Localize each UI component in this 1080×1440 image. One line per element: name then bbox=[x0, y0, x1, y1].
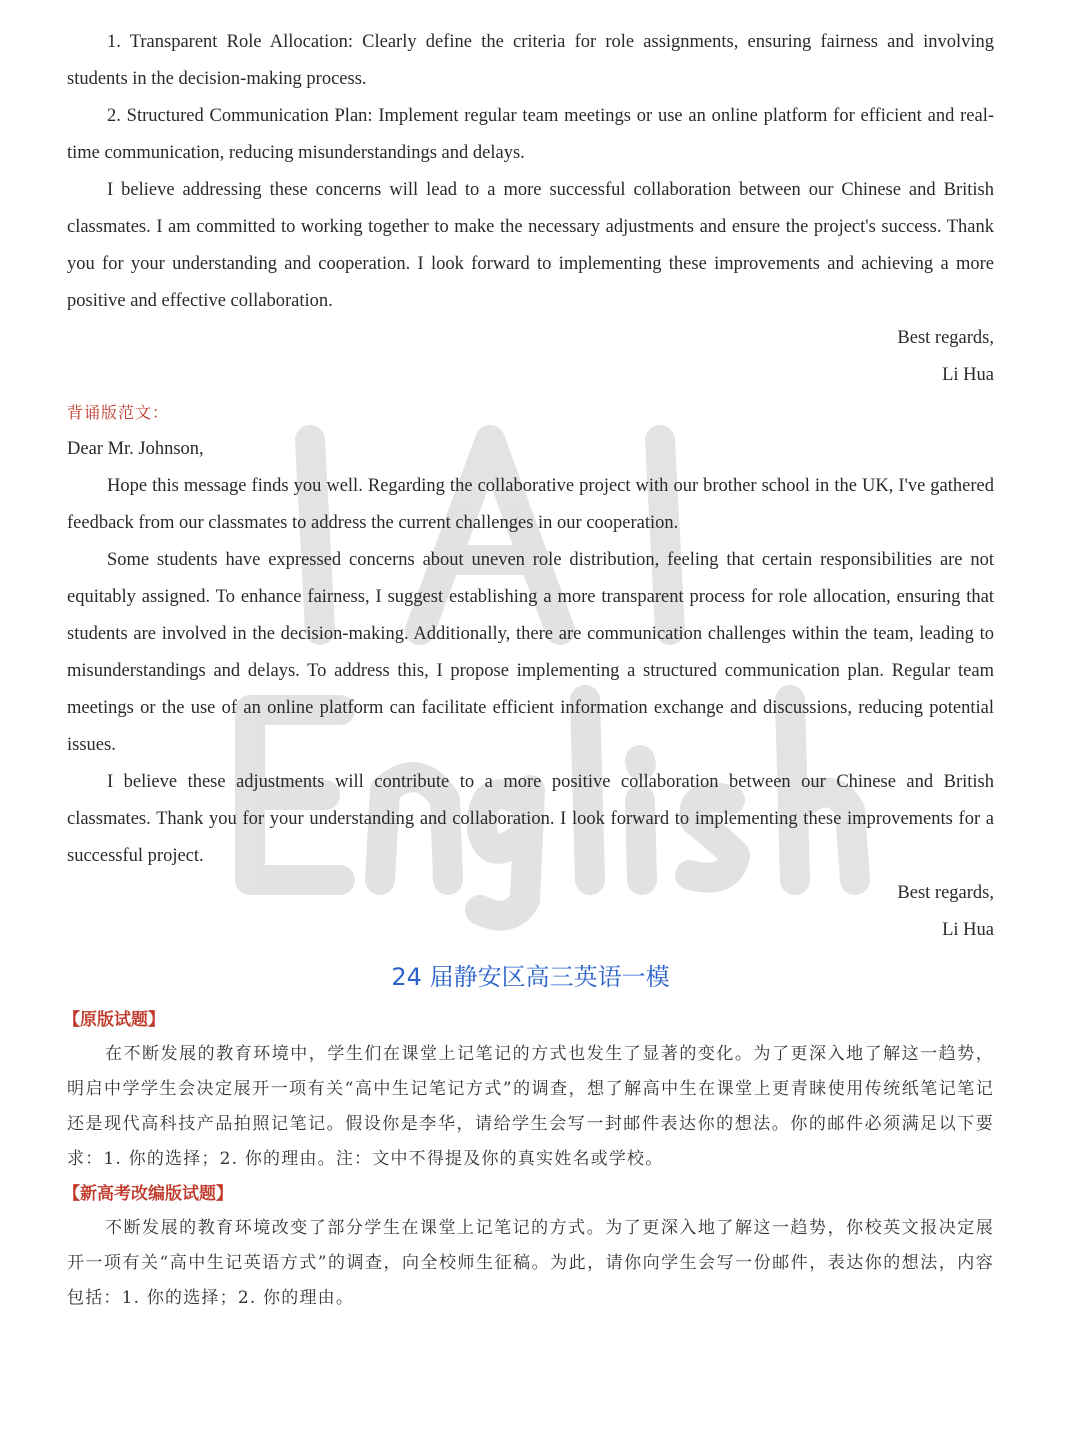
letter2-paragraph-1: Hope this message finds you well. Regarding the collaborative project with our brother school in the UK, I've gathered feedback from our classmates to address the current challenges in our cooperation. bbox=[67, 476, 994, 533]
letter1-closing-paragraph: I believe addressing these concerns will lead to a more successful collaboration between our Chinese and British classmates. I am committed to working together to make the necessary adjustments and ensure the project's success. Thank you for your understanding and cooperation. I look forward to implementing these improvements and achieving a more positive and effective collaboration. bbox=[67, 180, 994, 311]
original-question-heading: 【原版试题】 bbox=[63, 1010, 165, 1030]
page-content bbox=[63, 24, 994, 1316]
suggestion-point-1: 1. Transparent Role Allocation: Clearly define the criteria for role assignments, ensuring fairness and involving students in the decision-making process. bbox=[67, 32, 994, 89]
revised-question-text: 不断发展的教育环境改变了部分学生在课堂上记笔记的方式。为了更深入地了解这一趋势，你校英文报决定展开一项有关“高中生记英语方式”的调查，向全校师生征稿。为此，请你向学生会写一份邮件，表达你的想法，内容包括：1. 你的选择；2. 你的理由。 bbox=[67, 1218, 994, 1308]
letter1-signature: Li Hua bbox=[942, 365, 994, 385]
letter2-signature: Li Hua bbox=[942, 920, 994, 940]
letter1-signoff: Best regards, bbox=[897, 328, 994, 348]
suggestion-point-2: 2. Structured Communication Plan: Implement regular team meetings or use an online platform for efficient and real-time communication, reducing misunderstandings and delays. bbox=[67, 106, 994, 163]
letter2-salutation: Dear Mr. Johnson, bbox=[67, 439, 204, 459]
letter2-signoff: Best regards, bbox=[897, 883, 994, 903]
original-question-text: 在不断发展的教育环境中，学生们在课堂上记笔记的方式也发生了显著的变化。为了更深入地了解这一趋势，明启中学学生会决定展开一项有关“高中生记笔记方式”的调查，想了解高中生在课堂上更青睐使用传统纸笔记笔记还是现代高科技产品拍照记笔记。假设你是李华，请给学生会写一封邮件表达你的想法。你的邮件必须满足以下要求：1. 你的选择；2. 你的理由。注：文中不得提及你的真实姓名或学校。 bbox=[67, 1044, 994, 1169]
exam-section-title: 24 届静安区高三英语一模 bbox=[391, 963, 670, 991]
revised-question-heading: 【新高考改编版试题】 bbox=[63, 1184, 233, 1204]
recitation-version-label: 背诵版范文： bbox=[67, 403, 170, 422]
letter2-paragraph-2: Some students have expressed concerns about uneven role distribution, feeling that certain responsibilities are not equitably assigned. To enhance fairness, I suggest establishing a more transparent process for role allocation, ensuring that students are involved in the decision-making. Additionally, there are communication challenges within the team, leading to misunderstandings and delays. To address this, I propose implementing a structured communication plan. Regular team meetings or the use of an online platform can facilitate efficient information exchange and discussions, reducing potential issues. bbox=[67, 550, 994, 755]
letter2-paragraph-3: I believe these adjustments will contribute to a more positive collaboration between our Chinese and British classmates. Thank you for your understanding and collaboration. I look forward to implementing these improvements for a successful project. bbox=[67, 772, 994, 866]
